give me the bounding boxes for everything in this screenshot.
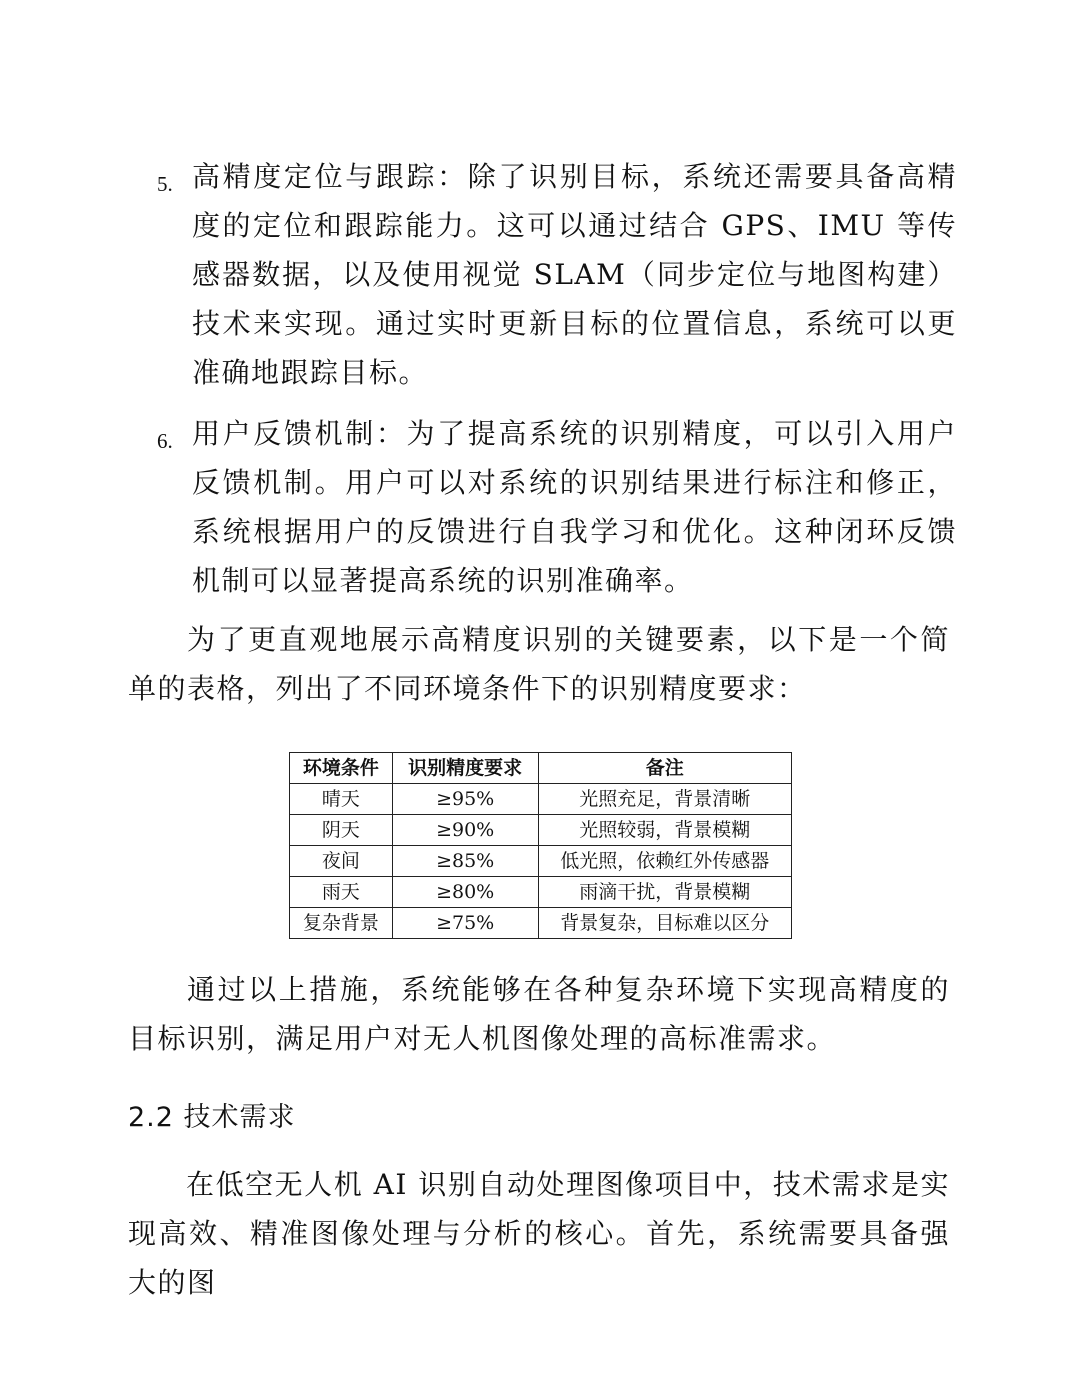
header-environment: 环境条件 [290, 753, 393, 784]
header-notes: 备注 [538, 753, 791, 784]
list-item [157, 409, 957, 605]
cell-environment: 雨天 [290, 877, 393, 908]
cell-accuracy: ≥80% [392, 877, 538, 908]
cell-notes: 光照充足，背景清晰 [538, 784, 791, 815]
tech-paragraph [128, 1160, 950, 1307]
intro-paragraph [128, 615, 950, 713]
table-row [290, 877, 792, 908]
list-item-text: 高精度定位与跟踪：除了识别目标，系统还需要具备高精度的定位和跟踪能力。这可以通过结合 GPS、IMU 等传感器数据，以及使用视觉 SLAM（同步定位与地图构建）技术来实现。通过实时更新目标的位置信息，系统可以更准确地跟踪目标。 [192, 160, 957, 389]
intro-paragraph-text: 为了更直观地展示高精度识别的关键要素，以下是一个简单的表格，列出了不同环境条件下的识别精度要求： [128, 623, 950, 705]
section-heading [128, 1096, 296, 1140]
table-row [290, 815, 792, 846]
cell-accuracy: ≥95% [392, 784, 538, 815]
cell-notes: 低光照，依赖红外传感器 [538, 846, 791, 877]
summary-paragraph-text: 通过以上措施，系统能够在各种复杂环境下实现高精度的目标识别，满足用户对无人机图像处理的高标准需求。 [128, 973, 950, 1055]
cell-environment: 晴天 [290, 784, 393, 815]
table-row [290, 908, 792, 939]
list-item-number: 5. [157, 172, 173, 196]
cell-accuracy: ≥85% [392, 846, 538, 877]
cell-environment: 夜间 [290, 846, 393, 877]
accuracy-requirements-table [289, 752, 792, 939]
cell-accuracy: ≥90% [392, 815, 538, 846]
cell-notes: 雨滴干扰，背景模糊 [538, 877, 791, 908]
list-item-number: 6. [157, 429, 173, 453]
list-item-text: 用户反馈机制：为了提高系统的识别精度，可以引入用户反馈机制。用户可以对系统的识别结果进行标注和修正，系统根据用户的反馈进行自我学习和优化。这种闭环反馈机制可以显著提高系统的识别准确率。 [192, 417, 957, 597]
cell-notes: 背景复杂，目标难以区分 [538, 908, 791, 939]
table-row [290, 846, 792, 877]
header-accuracy: 识别精度要求 [392, 753, 538, 784]
table-row [290, 784, 792, 815]
section-title: 技术需求 [183, 1102, 296, 1133]
section-number: 2.2 [128, 1102, 174, 1133]
cell-notes: 光照较弱，背景模糊 [538, 815, 791, 846]
summary-paragraph [128, 965, 950, 1063]
table-header-row [290, 753, 792, 784]
list-item [157, 152, 957, 397]
cell-environment: 复杂背景 [290, 908, 393, 939]
cell-environment: 阴天 [290, 815, 393, 846]
cell-accuracy: ≥75% [392, 908, 538, 939]
tech-paragraph-text: 在低空无人机 AI 识别自动处理图像项目中，技术需求是实现高效、精准图像处理与分析的核心。首先，系统需要具备强大的图 [128, 1168, 950, 1299]
